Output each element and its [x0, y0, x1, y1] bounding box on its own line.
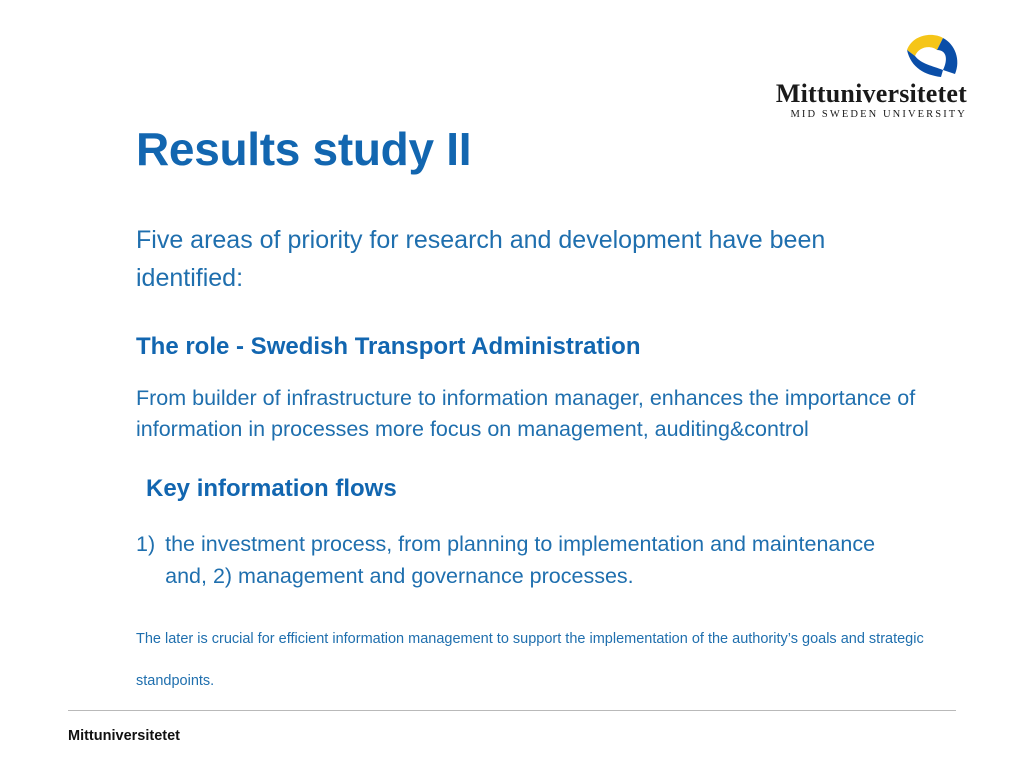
- university-logo: [747, 30, 967, 120]
- section-heading-key-flows: Key information flows: [146, 475, 397, 503]
- section-heading-role: The role - Swedish Transport Administration: [136, 333, 641, 360]
- footer-label: Mittuniversitetet: [68, 728, 180, 744]
- lead-text: Five areas of priority for research and development have been identified:: [136, 226, 826, 292]
- list-marker: 1): [136, 532, 156, 557]
- list-item-text: the investment process, from planning to implementation and maintenance and, 2) management and governance processes.: [165, 532, 876, 588]
- page-title: Results study II: [136, 123, 472, 175]
- slide-body: [136, 222, 936, 702]
- list-item: [136, 529, 916, 591]
- logo-subtitle: MID SWEDEN UNIVERSITY: [790, 109, 967, 121]
- footnote-text: The later is crucial for efficient information management to support the implementation of the authority’s goals and strategic standpoints.: [136, 630, 924, 689]
- mittuniversitetet-swoosh-icon: [903, 30, 967, 78]
- footer-divider: [68, 710, 956, 711]
- paragraph-role: From builder of infrastructure to information manager, enhances the importance of information in processes more focus on management, auditing&control: [136, 386, 916, 442]
- logo-wordmark: Mittuniversitetet: [775, 79, 967, 108]
